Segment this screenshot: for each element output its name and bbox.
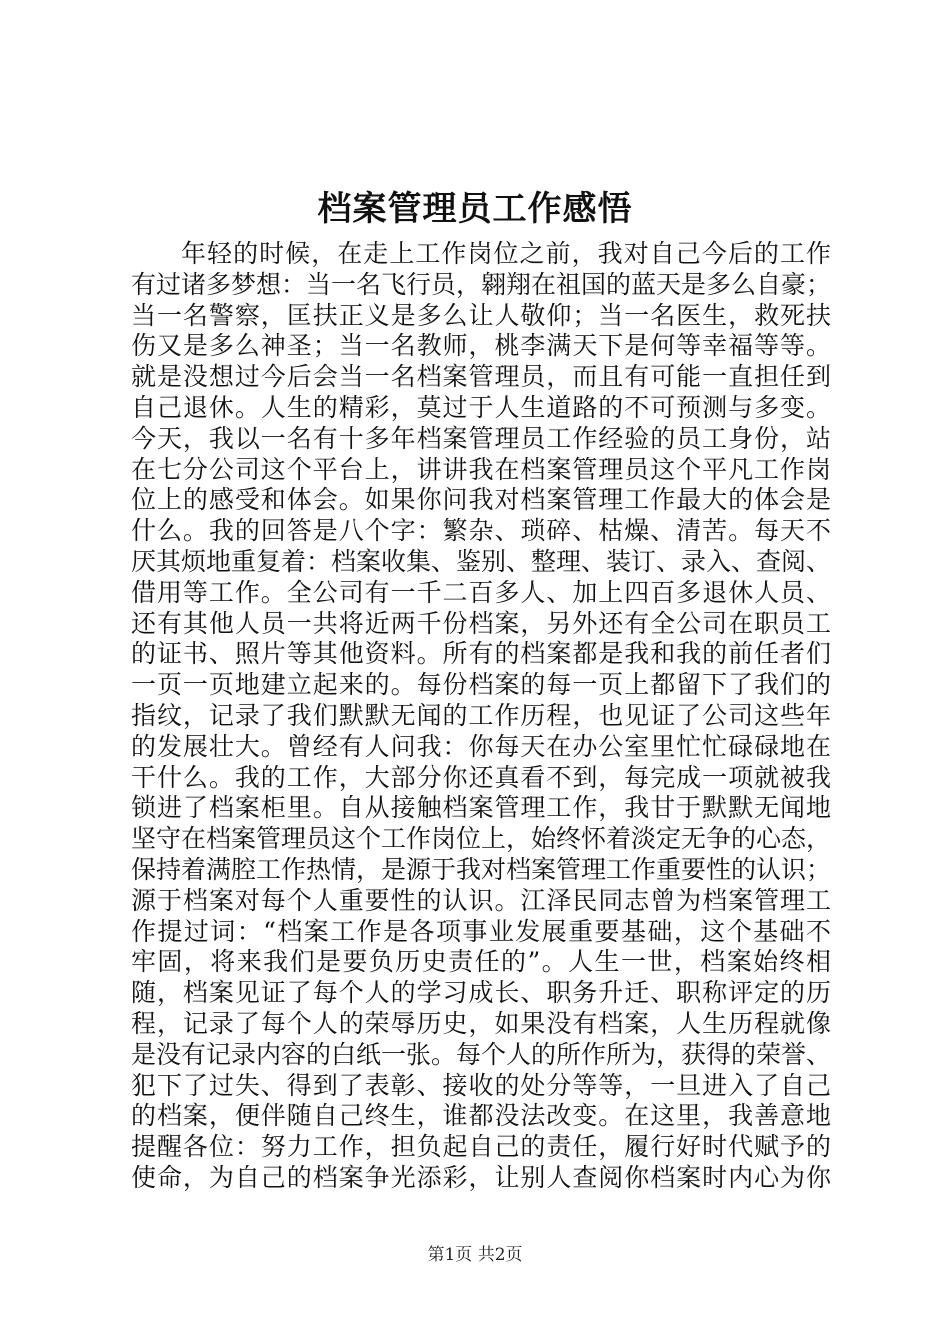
paragraph-line: 随，档案见证了每个人的学习成长、职务升迁、职称评定的历 — [131, 978, 831, 1008]
paragraph-line: 厌其烦地重复着：档案收集、鉴别、整理、装订、录入、查阅、 — [131, 546, 832, 576]
document-title: 档案管理员工作感悟 — [317, 189, 633, 229]
paragraph-line: 一页一页地建立起来的。每份档案的每一页上都留下了我们的 — [131, 670, 831, 700]
paragraph-line: 的发展壮大。曾经有人问我：你每天在办公室里忙忙碌碌地在 — [131, 731, 831, 761]
paragraph-line: 自己退休。人生的精彩，莫过于人生道路的不可预测与多变。 — [131, 392, 831, 422]
paragraph-line: 有过诸多梦想：当一名飞行员，翱翔在祖国的蓝天是多么自豪； — [131, 269, 832, 299]
paragraph-line: 还有其他人员一共将近两千份档案，另外还有全公司在职员工 — [131, 608, 831, 638]
paragraph-line: 的证书、照片等其他资料。所有的档案都是我和我的前任者们 — [131, 639, 831, 669]
paragraph-line: 的档案，便伴随自己终生，谁都没法改变。在这里，我善意地 — [131, 1101, 831, 1131]
document-body — [131, 239, 831, 1194]
paragraph-line: 位上的感受和体会。如果你问我对档案管理工作最大的体会是 — [131, 485, 831, 515]
paragraph-line: 作提过词：“档案工作是各项事业发展重要基础，这个基础不 — [131, 916, 831, 946]
paragraph-line: 源于档案对每个人重要性的认识。江泽民同志曾为档案管理工 — [131, 885, 831, 915]
paragraph-line: 伤又是多么神圣；当一名教师，桃李满天下是何等幸福等等。 — [131, 331, 831, 361]
paragraph-line: 使命，为自己的档案争光添彩，让别人查阅你档案时内心为你 — [131, 1162, 831, 1192]
paragraph-line: 犯下了过失、得到了表彰、接收的处分等等，一旦进入了自己 — [131, 1070, 831, 1100]
paragraph-line: 当一名警察，匡扶正义是多么让人敬仰；当一名医生，救死扶 — [131, 300, 831, 330]
paragraph-line: 程，记录了每个人的荣辱历史，如果没有档案，人生历程就像 — [131, 1008, 831, 1038]
paragraph-line: 坚守在档案管理员这个工作岗位上，始终怀着淡定无争的心态， — [131, 824, 832, 854]
paragraph-line: 今天，我以一名有十多年档案管理员工作经验的员工身份，站 — [131, 423, 831, 453]
paragraph-line: 在七分公司这个平台上，讲讲我在档案管理员这个平凡工作岗 — [131, 454, 831, 484]
paragraph-line: 是没有记录内容的白纸一张。每个人的所作所为，获得的荣誉、 — [131, 1039, 832, 1069]
paragraph-line: 就是没想过今后会当一名档案管理员，而且有可能一直担任到 — [131, 362, 831, 392]
paragraph-line: 保持着满腔工作热情，是源于我对档案管理工作重要性的认识； — [131, 854, 832, 884]
paragraph-line: 什么。我的回答是八个字：繁杂、琐碎、枯燥、清苦。每天不 — [131, 516, 831, 546]
page-number-footer: 第1页 共2页 — [427, 1245, 523, 1265]
paragraph-line: 干什么。我的工作，大部分你还真看不到，每完成一项就被我 — [131, 762, 831, 792]
paragraph-line: 提醒各位：努力工作，担负起自己的责任，履行好时代赋予的 — [131, 1132, 831, 1162]
paragraph-line: 指纹，记录了我们默默无闻的工作历程，也见证了公司这些年 — [131, 700, 831, 730]
paragraph-line: 年轻的时候，在走上工作岗位之前，我对自己今后的工作 — [181, 239, 831, 268]
paragraph-line: 锁进了档案柜里。自从接触档案管理工作，我甘于默默无闻地 — [131, 793, 831, 823]
paragraph-line: 牢固，将来我们是要负历史责任的”。人生一世，档案始终相 — [131, 947, 831, 977]
paragraph-line: 借用等工作。全公司有一千二百多人、加上四百多退休人员、 — [131, 577, 831, 607]
